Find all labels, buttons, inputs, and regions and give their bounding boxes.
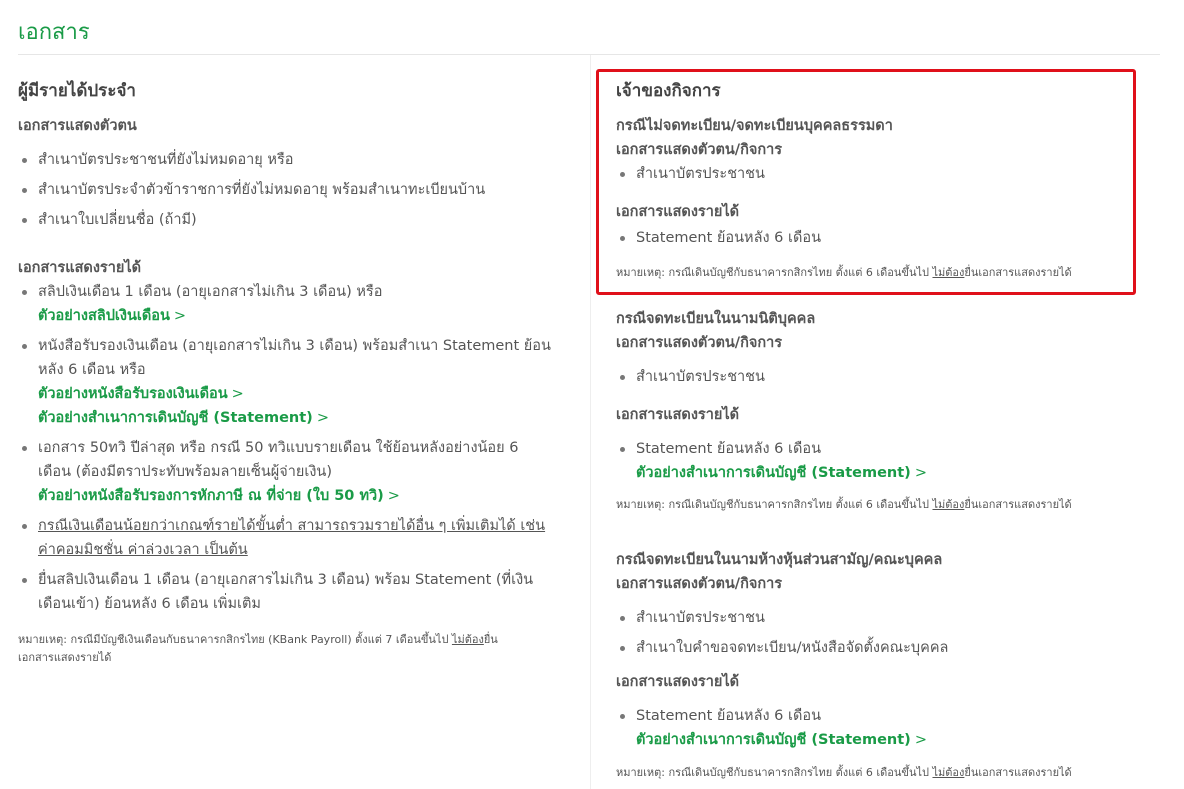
income-item-text: สลิปเงินเดือน 1 เดือน (อายุเอกสารไม่เกิน 3 เดือน) หรือ — [38, 284, 383, 300]
link-label: ตัวอย่างหนังสือรับรองเงินเดือน — [38, 386, 228, 402]
list-item: สำเนาใบเปลี่ยนชื่อ (ถ้ามี) — [18, 208, 578, 232]
salaried-income-title: เอกสารแสดงรายได้ — [18, 260, 142, 276]
tax-certificate-sample-link[interactable] — [38, 484, 578, 508]
case1-identity-list — [616, 162, 1136, 186]
case1-note — [616, 264, 1136, 282]
income-item-text: Statement ย้อนหลัง 6 เดือน — [636, 441, 821, 457]
note-text: ยื่นเอกสารแสดงรายได้ — [964, 266, 1072, 279]
list-item: สำเนาบัตรประชาชน — [616, 365, 1136, 389]
note-text: หมายเหตุ: กรณีเดินบัญชีกับธนาคารกสิกรไทย ตั้งแต่ 6 เดือนขึ้นไป — [616, 766, 933, 779]
salaried-heading: ผู้มีรายได้ประจำ — [18, 81, 136, 101]
link-label: ตัวอย่างสำเนาการเดินบัญชี (Statement) — [38, 410, 313, 426]
list-item — [18, 436, 578, 508]
case2-income-list — [616, 437, 1136, 485]
title-divider — [18, 54, 1160, 55]
case2-note — [616, 496, 1136, 514]
list-item: สำเนาบัตรประชาชน — [616, 162, 1136, 186]
page-title: เอกสาร — [18, 20, 90, 45]
note-text: หมายเหตุ: กรณีมีบัญชีเงินเดือนกับธนาคารกสิกรไทย (KBank Payroll) ตั้งแต่ 7 เดือนขึ้นไป — [18, 633, 452, 646]
salaried-income-list-5 — [18, 568, 578, 616]
list-item — [18, 514, 578, 562]
statement-sample-link[interactable] — [636, 728, 1136, 752]
case2-title: กรณีจดทะเบียนในนามนิติบุคคล — [616, 311, 816, 327]
income-item-text: ยื่นสลิปเงินเดือน 1 เดือน (อายุเอกสารไม่เกิน 3 เดือน) พร้อม Statement (ที่เงิน — [38, 572, 534, 588]
column-divider — [590, 55, 591, 789]
list-item — [616, 437, 1136, 485]
business-owner-heading: เจ้าของกิจการ — [616, 81, 721, 101]
salaried-income-list — [18, 280, 578, 328]
link-label: ตัวอย่างสำเนาการเดินบัญชี (Statement) — [636, 732, 911, 748]
case2-income-title: เอกสารแสดงรายได้ — [616, 407, 740, 423]
income-item-text: เอกสาร 50ทวิ ปีล่าสุด หรือ กรณี 50 ทวิแบบรายเดือน ใช้ย้อนหลังอย่างน้อย 6 — [38, 440, 519, 456]
chevron-right-icon: > — [914, 732, 927, 748]
list-item — [18, 334, 578, 430]
salary-certificate-sample-link[interactable] — [38, 382, 578, 406]
list-item — [18, 280, 578, 328]
case3-income-title: เอกสารแสดงรายได้ — [616, 674, 740, 690]
case3-title: กรณีจดทะเบียนในนามห้างหุ้นส่วนสามัญ/คณะบุคคล — [616, 552, 943, 568]
income-item-text: กรณีเงินเดือนน้อยกว่าเกณฑ์รายได้ขั้นต่ำ สามารถรวมรายได้อื่น ๆ เพิ่มเติมได้ เช่น — [38, 518, 546, 534]
list-item: สำเนาใบคำขอจดทะเบียน/หนังสือจัดตั้งคณะบุคคล — [616, 636, 1136, 660]
note-text: ยื่นเอกสารแสดงรายได้ — [964, 766, 1072, 779]
link-label: ตัวอย่างสำเนาการเดินบัญชี (Statement) — [636, 465, 911, 481]
case2-identity-title: เอกสารแสดงตัวตน/กิจการ — [616, 335, 783, 351]
note-emphasis: ไม่ต้อง — [932, 498, 965, 511]
chevron-right-icon: > — [387, 488, 400, 504]
list-item — [18, 568, 578, 616]
case3-identity-list — [616, 606, 1136, 660]
link-label: ตัวอย่างหนังสือรับรองการหักภาษี ณ ที่จ่าย (ใบ 50 ทวิ) — [38, 488, 384, 504]
income-item-text: เดือนเข้า) ย้อนหลัง 6 เดือน เพิ่มเติม — [38, 596, 261, 612]
salaried-income-list-2 — [18, 334, 578, 430]
list-item — [616, 704, 1136, 752]
salaried-note — [18, 631, 578, 667]
payslip-sample-link[interactable] — [38, 304, 578, 328]
case1-income-title: เอกสารแสดงรายได้ — [616, 204, 740, 220]
salaried-income-list-4 — [18, 514, 578, 562]
list-item: สำเนาบัตรประชาชน — [616, 606, 1136, 630]
statement-sample-link[interactable] — [38, 406, 578, 430]
income-item-text: Statement ย้อนหลัง 6 เดือน — [636, 708, 821, 724]
link-label: ตัวอย่างสลิปเงินเดือน — [38, 308, 170, 324]
note-text: เอกสารแสดงรายได้ — [18, 651, 112, 664]
salaried-identity-list — [18, 148, 578, 232]
note-text: ยื่นเอกสารแสดงรายได้ — [964, 498, 1072, 511]
note-emphasis: ไม่ต้อง — [451, 633, 484, 646]
case2-identity-list — [616, 365, 1136, 389]
list-item: สำเนาบัตรประชาชนที่ยังไม่หมดอายุ หรือ — [18, 148, 578, 172]
case3-note — [616, 764, 1136, 782]
income-item-text: เดือน (ต้องมีตราประทับพร้อมลายเซ็นผู้จ่ายเงิน) — [38, 464, 332, 480]
note-emphasis: ไม่ต้อง — [932, 266, 965, 279]
income-item-text: หนังสือรับรองเงินเดือน (อายุเอกสารไม่เกิน 3 เดือน) พร้อมสำเนา Statement ย้อน — [38, 338, 551, 354]
chevron-right-icon: > — [914, 465, 927, 481]
case3-income-list — [616, 704, 1136, 752]
note-emphasis: ไม่ต้อง — [932, 766, 965, 779]
case1-identity-title: เอกสารแสดงตัวตน/กิจการ — [616, 142, 783, 158]
case3-identity-title: เอกสารแสดงตัวตน/กิจการ — [616, 576, 783, 592]
chevron-right-icon: > — [231, 386, 244, 402]
note-text: หมายเหตุ: กรณีเดินบัญชีกับธนาคารกสิกรไทย ตั้งแต่ 6 เดือนขึ้นไป — [616, 266, 933, 279]
case1-income-list — [616, 226, 1136, 250]
salaried-identity-title: เอกสารแสดงตัวตน — [18, 118, 137, 134]
income-item-text: หลัง 6 เดือน หรือ — [38, 362, 146, 378]
list-item: Statement ย้อนหลัง 6 เดือน — [616, 226, 1136, 250]
case1-title: กรณีไม่จดทะเบียน/จดทะเบียนบุคคลธรรมดา — [616, 118, 893, 134]
salaried-income-list-3 — [18, 436, 578, 508]
list-item: สำเนาบัตรประจำตัวข้าราชการที่ยังไม่หมดอายุ พร้อมสำเนาทะเบียนบ้าน — [18, 178, 578, 202]
income-item-text: ค่าคอมมิชชั่น ค่าล่วงเวลา เป็นต้น — [38, 542, 248, 558]
note-text: หมายเหตุ: กรณีเดินบัญชีกับธนาคารกสิกรไทย ตั้งแต่ 6 เดือนขึ้นไป — [616, 498, 933, 511]
note-text: ยื่น — [483, 633, 498, 646]
chevron-right-icon: > — [316, 410, 329, 426]
chevron-right-icon: > — [173, 308, 187, 324]
statement-sample-link[interactable] — [636, 461, 1136, 485]
